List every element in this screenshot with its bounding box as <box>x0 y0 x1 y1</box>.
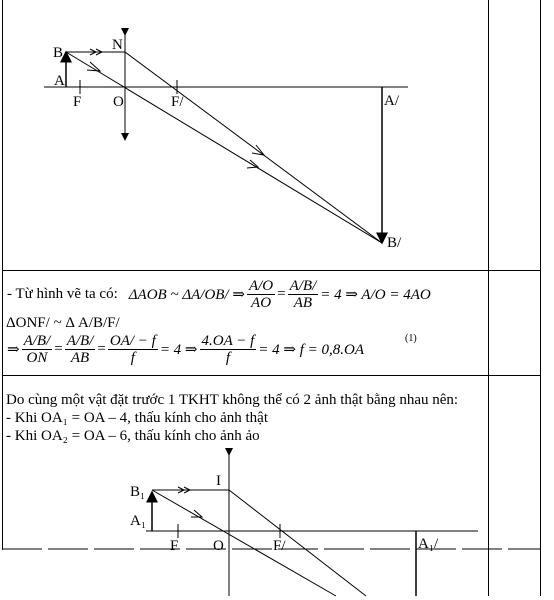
fig1-label-n: N <box>112 37 123 53</box>
fig2-label-fp: F/ <box>273 538 286 554</box>
equation-row-2: ⇒ $\frac{A/B/}{ON}$ = $\frac{A/B/}{AB}$ = $\frac{OA/ - f}{f}$ = 4 ⇒ $\frac{4.OA - f}{f}$ = 4 ⇒ f = 0,8.OA (1) <box>7 333 417 366</box>
table-row-divider-2 <box>2 375 540 376</box>
fig2-label-f: F <box>170 538 179 554</box>
eq2-frac-3: $\frac{OA/ - f}{f}$ <box>109 333 156 366</box>
ray-diagram-1 <box>0 0 554 270</box>
ray-refracted <box>125 52 382 243</box>
similarity-2: ΔONF/ ~ Δ A/B/F/ <box>6 315 120 331</box>
eq1-lhs: ΔAOB ~ ΔA/OB/ ⇒ <box>128 287 245 303</box>
fig1-label-o: O <box>113 94 124 110</box>
eq1-frac-1: $\frac{A/O}{AO}$ <box>248 278 274 311</box>
paragraph-conclusion: Do cùng một vật đặt trước 1 TKHT không thể có 2 ảnh thật bằng nhau nên: <box>6 392 459 408</box>
fig1-label-b: B <box>53 45 64 61</box>
eq1-frac-2: $\frac{A/B/}{AB}$ <box>289 278 317 311</box>
table-row-divider-1 <box>2 270 540 271</box>
eq2-frac-2: $\frac{A/B/}{AB}$ <box>66 333 94 366</box>
fig2-label-b1: B₁ <box>130 484 146 500</box>
case-virtual-image: - Khi OA₂ = OA – 6, thấu kính cho ảnh ảo <box>6 428 260 444</box>
fig1-label-f: F <box>73 94 82 110</box>
fig1-label-bp: B/ <box>387 235 402 251</box>
fig2-label-a1p: A₁/ <box>418 536 439 552</box>
fig1-label-a: A <box>54 73 65 89</box>
ray-diagram-2 <box>0 440 554 600</box>
eq2-frac-4: $\frac{4.OA - f}{f}$ <box>201 333 255 366</box>
fig2-label-o: O <box>213 538 224 554</box>
fig2-label-i: I <box>216 473 221 489</box>
equation-row-1: - Từ hình vẽ ta có: ΔAOB ~ ΔA/OB/ ⇒ $\frac{A/O}{AO}$ = $\frac{A/B/}{AB}$ = 4 ⇒ A/O = 4AO <box>7 278 431 311</box>
fig1-label-fp: F/ <box>171 94 184 110</box>
fig2-label-a1: A₁ <box>130 513 147 529</box>
eq1-tail: = 4 ⇒ A/O = 4AO <box>320 287 431 303</box>
eq2-frac-1: $\frac{A/B/}{ON}$ <box>23 333 51 366</box>
ray-center <box>66 52 382 243</box>
case-real-image: - Khi OA₁ = OA – 4, thấu kính cho ảnh thật <box>6 410 268 426</box>
from-figure-text: - Từ hình vẽ ta có: <box>7 286 118 302</box>
equation-ref: (1) <box>405 333 417 344</box>
fig1-label-ap: A/ <box>384 93 399 109</box>
